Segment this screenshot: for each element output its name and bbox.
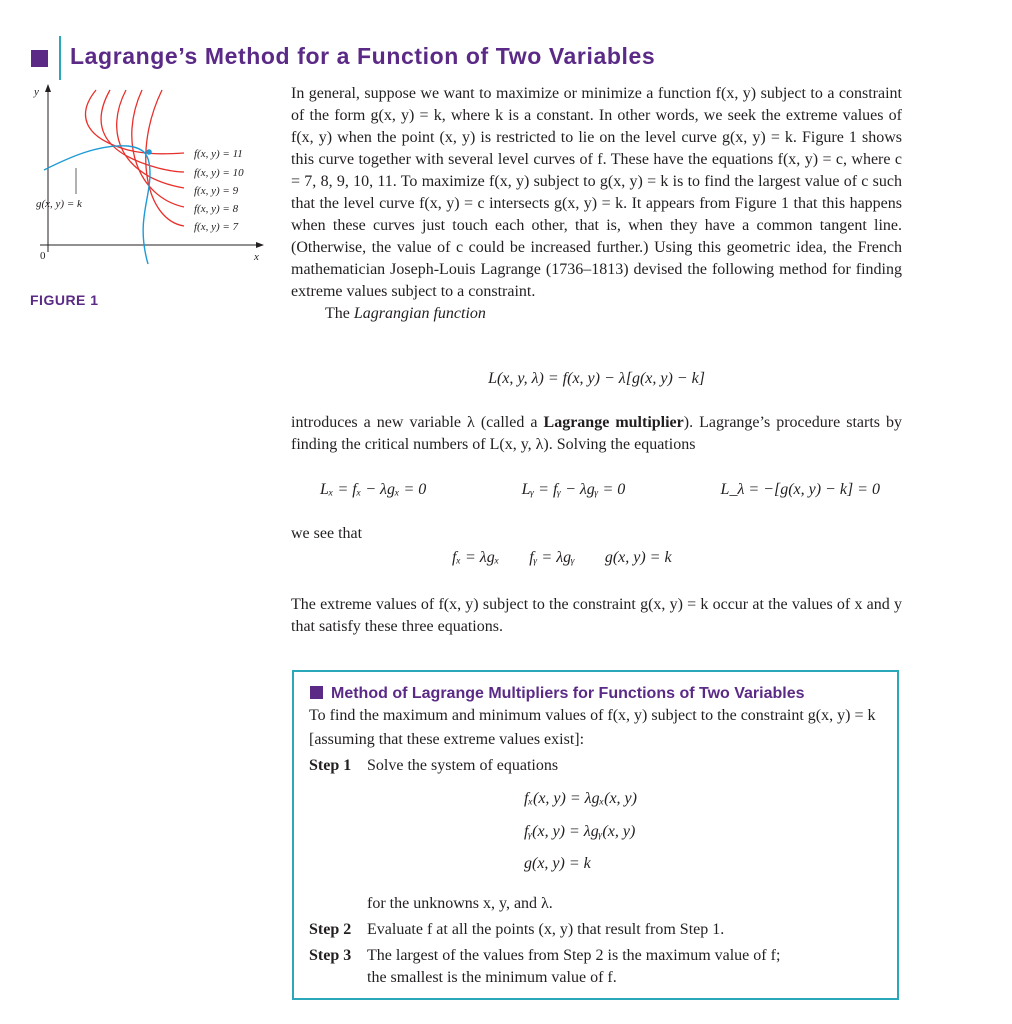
y-axis-label: y (34, 86, 39, 98)
unknowns-text: for the unknowns x, y, and λ. (367, 895, 553, 912)
tangent-point (146, 149, 152, 155)
level-label-11: f(x, y) = 11 (194, 148, 243, 160)
figure-caption: FIGURE 1 (30, 292, 99, 308)
x-axis-arrow-icon (256, 242, 264, 248)
equations-conditions (452, 549, 672, 567)
system-eq-2: fᵧ(x, y) = λgᵧ(x, y) (524, 823, 636, 840)
header-divider (59, 36, 61, 80)
paragraph-2-prefix: introduces a new variable λ (called a (291, 414, 544, 431)
step-2 (309, 918, 724, 942)
equations-partials (320, 481, 880, 499)
y-axis-arrow-icon (45, 84, 51, 92)
paragraph-2-suffix: ). Lagrange’s procedure starts by finding the critical numbers of L(x, y, λ). Solving the equations (291, 414, 903, 453)
paragraph-4-container (291, 594, 902, 638)
equation-Ly: Lᵧ = fᵧ − λgᵧ = 0 (521, 481, 626, 498)
paragraph-3: we see that (291, 525, 363, 542)
system-eq-1: fₓ(x, y) = λgₓ(x, y) (524, 790, 637, 807)
figure-1 (28, 82, 286, 267)
step-1 (309, 754, 558, 778)
step-3-text-line1: The largest of the values from Step 2 is the maximum value of f; (367, 947, 781, 964)
paragraph-2-container (291, 412, 902, 456)
condition-fx: fₓ = λgₓ (452, 549, 500, 566)
paragraph-2 (291, 412, 902, 456)
step-1-text: Solve the system of equations (367, 757, 559, 774)
lagrange-multiplier-term: Lagrange multiplier (543, 414, 684, 431)
step-2-text: Evaluate f at all the points (x, y) that result from Step 1. (367, 921, 725, 938)
method-box (292, 670, 899, 1000)
level-curve-11 (86, 90, 184, 154)
level-label-8: f(x, y) = 8 (194, 203, 239, 215)
method-box-intro: To find the maximum and minimum values of f(x, y) subject to the constraint g(x, y) = k [assuming that these extreme values exist]: (309, 707, 876, 748)
paragraph-4: The extreme values of f(x, y) subject to the constraint g(x, y) = k occur at the values of x and y that satisfy these three equations. (291, 596, 902, 635)
step-3-continuation: the smallest is the minimum value of f. (367, 969, 617, 986)
lagrangian-prefix: The (325, 305, 354, 322)
step-3-label: Step 3 (309, 947, 352, 964)
section-marker-icon (31, 50, 48, 67)
box-marker-icon (310, 686, 323, 699)
step-1-label: Step 1 (309, 757, 352, 774)
method-box-title-text: Method of Lagrange Multipliers for Functions of Two Variables (331, 685, 805, 702)
level-curve-10 (101, 90, 184, 172)
level-label-7: f(x, y) = 7 (194, 221, 239, 233)
equation-lagrangian-container (291, 370, 902, 388)
system-eq-3: g(x, y) = k (524, 855, 591, 872)
step-2-label: Step 2 (309, 921, 352, 938)
x-axis-label: x (254, 251, 259, 263)
constraint-label: g(x, y) = k (36, 198, 82, 210)
step-3 (309, 944, 780, 968)
level-label-10: f(x, y) = 10 (194, 167, 244, 179)
paragraph-3-container (291, 523, 902, 545)
condition-fy: fᵧ = λgᵧ (529, 549, 575, 566)
paragraph-1: In general, suppose we want to maximize or minimize a function f(x, y) subject to a constraint of the form g(x, y) = k, where k is a constant. In other words, we seek the extreme values of f(x, y) when the point (x, y) is restricted to lie on the level curve g(x, y) = k. Figure 1 shows this curve together with several level curves of f. These have the equations f(x, y) = c, where c = 7, 8, 9, 10, 11. To maximize f(x, y) subject to g(x, y) = k is to find the largest value of c such that the level curve f(x, y) = c intersects g(x, y) = k. It appears from Figure 1 that this happens when these curves just touch each other, that is, when they have a common tangent line. (Otherwise, the value of c could be increased further.) Using this geometric idea, the French mathematician Joseph-Louis Lagrange (1736–1813) devised the following method for finding extreme values subject to a constraint. (291, 85, 902, 300)
origin-label: 0 (40, 250, 46, 262)
paragraph-1b (291, 303, 902, 325)
section-title: Lagrange’s Method for a Function of Two Variables (70, 43, 656, 69)
condition-constraint: g(x, y) = k (604, 549, 672, 566)
equation-Lx: Lₓ = fₓ − λgₓ = 0 (320, 481, 427, 498)
equation-Llambda: L_λ = −[g(x, y) − k] = 0 (720, 481, 880, 498)
lagrangian-term: Lagrangian function (353, 305, 486, 322)
level-label-9: f(x, y) = 9 (194, 185, 239, 197)
equation-lagrangian: L(x, y, λ) = f(x, y) − λ[g(x, y) − k] (488, 370, 705, 387)
method-box-title (310, 682, 805, 706)
main-text (291, 83, 902, 325)
